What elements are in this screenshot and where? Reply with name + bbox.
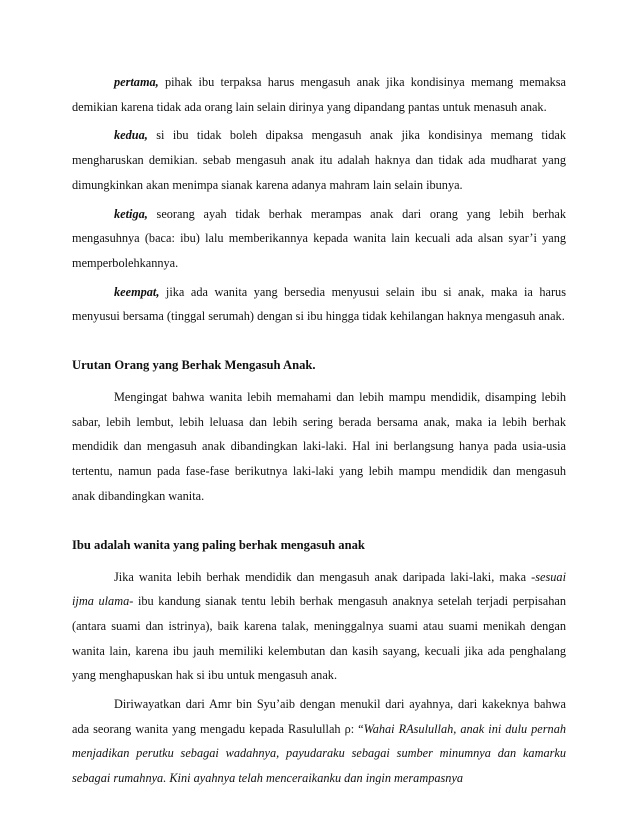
paragraph-keempat xyxy=(72,280,566,329)
section-paragraph xyxy=(72,565,566,689)
paragraph-pertama xyxy=(72,70,566,119)
paragraph-lead: kedua, xyxy=(114,128,148,143)
paragraph-text: Diriwayatkan dari Amr bin Syu’aib dengan menukil dari ayahnya, dari kakeknya bahwa ada seorang wanita yang mengadu kepada Rasulullah ρ: “ xyxy=(72,697,566,736)
hadith-quote: Wahai RAsulullah, anak ini dulu pernah menjadikan perutku sebagai wadahnya, payudaraku sebagai sumber minumnya dan kamarku sebagai rumahnya. Kini ayahnya telah menceraikanku dan ingin merampasnya xyxy=(72,721,566,786)
paragraph-text: si ibu tidak boleh dipaksa mengasuh anak jika kondisinya memang tidak mengharuskan demikian. sebab mengasuh anak itu adalah haknya dan tidak ada mudharat yang dimungkinkan akan menimpa sianak karena adanya mahram lain selain ibunya. xyxy=(72,128,566,192)
paragraph-kedua xyxy=(72,123,566,197)
section-heading-urutan: Urutan Orang yang Berhak Mengasuh Anak. xyxy=(72,358,316,373)
paragraph-lead: pertama, xyxy=(114,75,159,89)
paragraph-text: - ibu kandung sianak tentu lebih berhak mengasuh anaknya setelah terjadi perpisahan (antara suami dan istrinya), baik karena talak, meninggalnya suami atau suami menikah dengan wanita lain, karena ibu jauh memiliki kelembutan dan kasih sayang, kecuali jika ada penghalang yang menghapuskan hak si ibu untuk mengasuh anak. xyxy=(72,594,566,683)
paragraph-ketiga xyxy=(72,202,566,276)
spacer xyxy=(72,513,566,535)
paragraph-text: pihak ibu terpaksa harus mengasuh anak jika kondisinya memang memaksa demikian karena tidak ada orang lain selain dirinya yang dipandang pantas untuk menasuh anak. xyxy=(72,75,566,114)
paragraph-text: jika ada wanita yang bersedia menyusui selain ibu si anak, maka ia harus menyusui bersama (tinggal serumah) dengan si ibu hingga tidak kehilangan haknya mengasuh anak. xyxy=(72,284,566,324)
section-paragraph-hadith xyxy=(72,692,566,791)
paragraph-lead: keempat, xyxy=(114,284,160,299)
paragraph-lead: ketiga, xyxy=(114,206,148,221)
italic-text: sesuai ijma ulama xyxy=(72,569,566,609)
section-heading-ibu: Ibu adalah wanita yang paling berhak mengasuh anak xyxy=(72,537,365,552)
paragraph-text: Jika wanita lebih berhak mendidik dan mengasuh anak daripada laki-laki, maka - xyxy=(114,569,536,584)
paragraph-text: seorang ayah tidak berhak merampas anak dari orang yang lebih berhak mengasuhnya (baca: ibu) lalu memberikannya kepada wanita lain kecuali ada alsan syar’i yang memperbolehkannya. xyxy=(72,206,566,270)
spacer xyxy=(72,333,566,355)
section-paragraph: Mengingat bahwa wanita lebih memahami dan lebih mampu mendidik, disamping lebih sabar, lebih lembut, lebih leluasa dan lebih sering berada bersama anak, maka ia lebih berhak mendidik dan mengasuh anak dibandingkan laki-laki. Hal ini berlangsung hanya pada usia-usia tertentu, namun pada fase-fase berikutnya laki-laki yang lebih mampu mendidik dan mengasuh anak dibandingkan wanita. xyxy=(72,390,566,503)
